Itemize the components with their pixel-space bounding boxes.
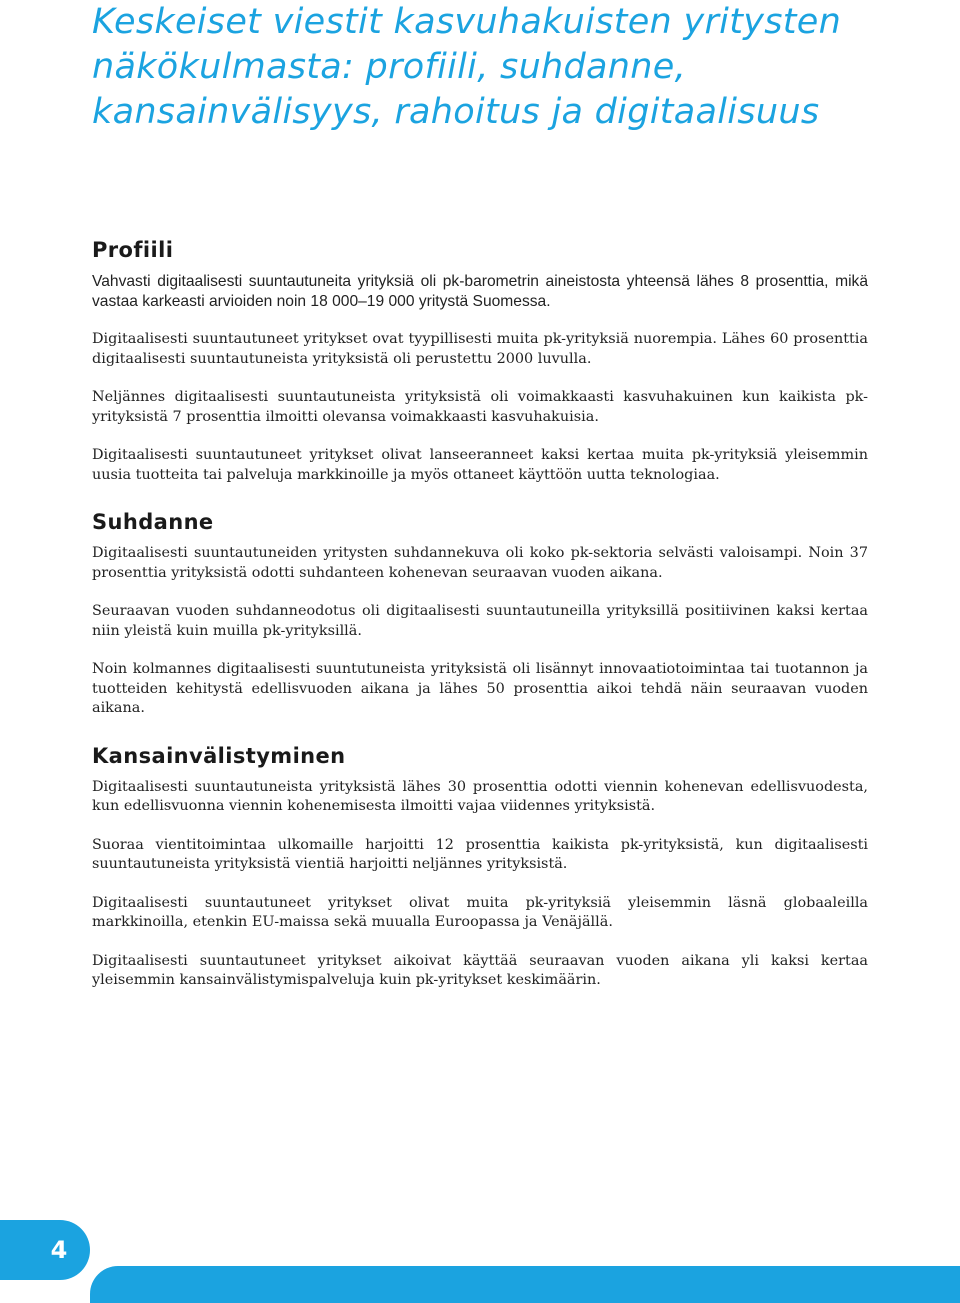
paragraph: Digitaalisesti suuntautuneet yritykset aikoivat käyttää seuraavan vuoden aikana yli kaksi kertaa yleisemmin kansainvälistymispalveluja kuin pk-yritykset keskimäärin. [92, 952, 868, 988]
paragraph: Digitaalisesti suuntautuneet yritykset olivat muita pk-yrityksiä yleisemmin läsnä globaaleilla markkinoilla, etenkin EU-maissa sekä muualla Euroopassa ja Venäjällä. [92, 894, 868, 930]
paragraph: Seuraavan vuoden suhdanneodotus oli digitaalisesti suuntautuneilla yrityksillä positiivinen kaksi kertaa niin yleistä kuin muilla pk-yrityksillä. [92, 603, 868, 639]
paragraph: Digitaalisesti suuntautuneet yritykset ovat tyypillisesti muita pk-yrityksiä nuorempia. Lähes 60 prosenttia digitaalisesti suuntautuneista yrityksistä oli perustettu 2000 luvulla. [92, 331, 868, 367]
section-suhdanne [92, 508, 868, 719]
section-heading-suhdanne: Suhdanne [92, 510, 214, 534]
paragraph: Noin kolmannes digitaalisesti suuntutuneista yrityksistä oli lisännyt innovaatiotoimintaa tai tuotannon ja tuotteiden kehitystä edellisvuoden aikana ja lähes 50 prosenttia aikoi tehdä näin seuraavan vuoden aikana. [92, 661, 868, 716]
section-heading-profiili: Profiili [92, 238, 174, 262]
paragraph: Digitaalisesti suuntautuneet yritykset olivat lanseeranneet kaksi kertaa muita pk-yrityksiä yleisemmin uusia tuotteita tai palveluja markkinoille ja myös ottaneet käyttöön uutta teknologiaa. [92, 447, 868, 483]
page-number-tab [0, 1220, 90, 1280]
paragraph: Digitaalisesti suuntautuneista yrityksistä lähes 30 prosenttia odotti viennin kohenevan edellisvuodesta, kun edellisvuonna viennin kohenemisesta ilmoitti vajaa viidennes yrityksistä. [92, 778, 868, 814]
page-number: 4 [50, 1236, 68, 1264]
page-title: Keskeiset viestit kasvuhakuisten yritysten näkökulmasta: profiili, suhdanne, kansainvälisyys, rahoitus ja digitaalisuus [92, 2, 842, 132]
paragraph: Vahvasti digitaalisesti suuntautuneita yrityksiä oli pk-barometrin aineistosta yhteensä lähes 8 prosenttia, mikä vastaa karkeasti arvioiden noin 18 000–19 000 yritystä Suomessa. [92, 273, 868, 310]
section-kansainvalistyminen [92, 742, 868, 991]
footer-bar [90, 1266, 960, 1303]
paragraph: Digitaalisesti suuntautuneiden yritysten suhdannekuva oli koko pk-sektoria selvästi valoisampi. Noin 37 prosenttia yrityksistä odotti suhdanteen kohenevan seuraavan vuoden aikana. [92, 545, 868, 581]
section-heading-kansainvalistyminen: Kansainvälistyminen [92, 743, 346, 768]
paragraph: Suoraa vientitoimintaa ulkomaille harjoitti 12 prosenttia kaikista pk-yrityksistä, kun digitaalisesti suuntautuneista yrityksistä vientiä harjoitti neljännes yrityksistä. [92, 836, 868, 872]
section-profiili [92, 236, 868, 485]
paragraph: Neljännes digitaalisesti suuntautuneista yrityksistä oli voimakkaasti kasvuhakuinen kun kaikista pk-yrityksistä 7 prosenttia ilmoitti olevansa voimakkaasti kasvuhakuisia. [92, 389, 868, 425]
document-body [92, 236, 868, 991]
